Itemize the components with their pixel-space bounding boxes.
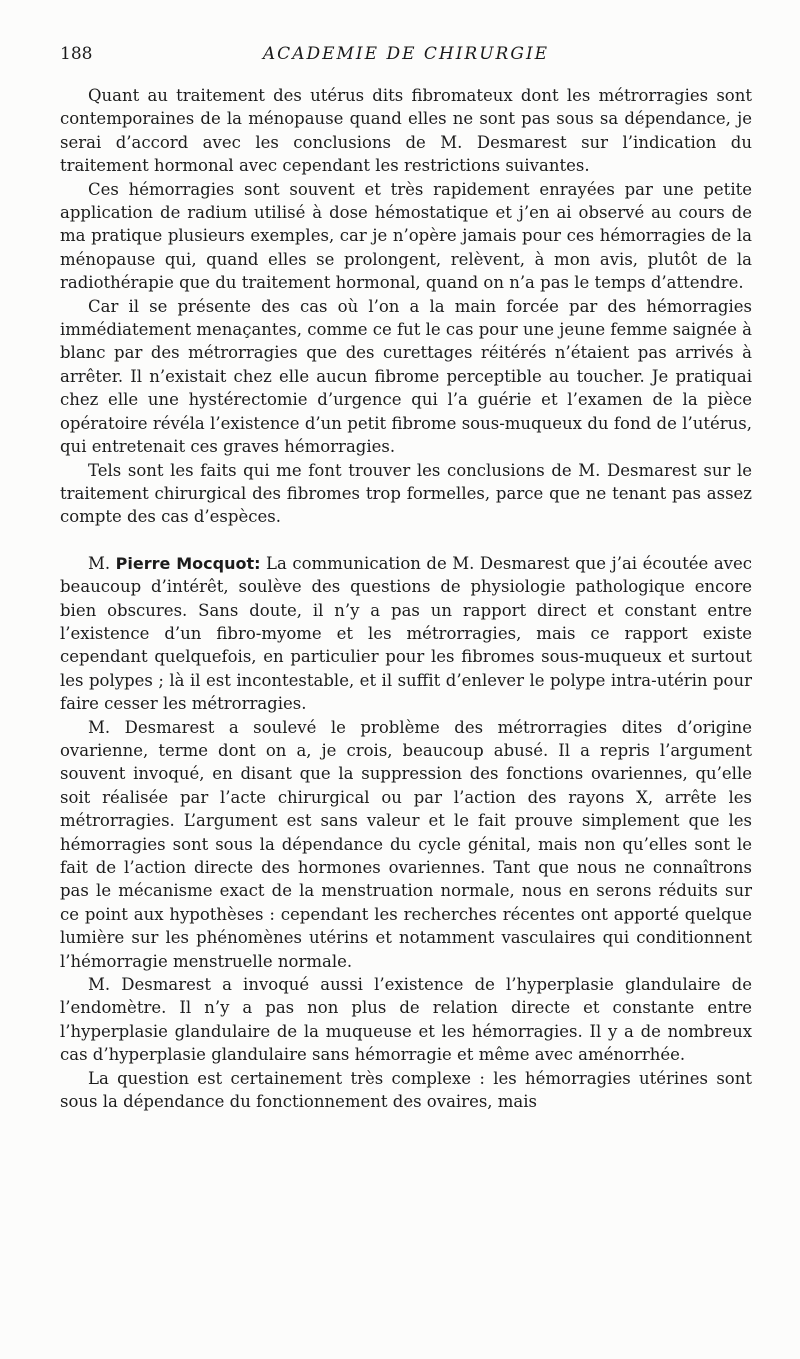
speaker-prefix: M. [88,553,116,573]
paragraph: La question est certainement très complexe : les hémorragies utérines sont sous la dépendance du fonctionnement des ovaires, mais [60,1068,752,1112]
intervention-paragraph [60,552,752,716]
page-number: 188 [60,44,93,64]
body-text [60,84,752,1113]
intervention-text: La communication de M. Desmarest que j’ai écoutée avec beaucoup d’intérêt, soulève des questions de physiologie pathologique encore bien obscures. Sans doute, il n’y a pas un rapport direct et constant entre l’existence d’un fibro-myome et les métrorragies, mais ce rapport existe cependant quelquefois, en particulier pour les fibromes sous-muqueux et surtout les polypes ; là il est incontestable, et il suffit d’enlever le polype intra-utérin pour faire cesser les métrorragies. [60,553,753,714]
page-header [60,44,752,68]
running-title: ACADEMIE DE CHIRURGIE [262,44,550,64]
paragraph: Car il se présente des cas où l’on a la main forcée par des hémorragies immédiatement menaçantes, comme ce fut le cas pour une jeune femme saignée à blanc par des métrorragies que des curettages réitérés n’étaient pas arrivés à arrêter. Il n’existait chez elle aucun fibrome perceptible au toucher. Je pratiquai chez elle une hystérectomie d’urgence qui l’a guérie et l’examen de la pièce opératoire révéla l’existence d’un petit fibrome sous-muqueux du fond de l’utérus, qui entretenait ces graves hémorragies. [60,296,752,457]
paragraph: M. Desmarest a invoqué aussi l’existence de l’hyperplasie glandulaire de l’endomètre. Il n’y a pas non plus de relation directe et constante entre l’hyperplasie glandulaire de la muqueuse et les hémorragies. Il y a de nombreux cas d’hyperplasie glandulaire sans hémorragie et même avec aménorrhée. [60,975,752,1065]
paragraph: Tels sont les faits qui me font trouver les conclusions de M. Desmarest sur le traitement chirurgical des fibromes trop formelles, parce que ne tenant pas assez compte des cas d’espèces. [60,460,752,527]
speaker-name: Pierre Mocquot: [115,553,261,573]
paragraph: Ces hémorragies sont souvent et très rapidement enrayées par une petite application de radium utilisé à dose hémostatique et j’en ai observé au cours de ma pratique plusieurs exemples, car je n’opère jamais pour ces hémorragies de la ménopause qui, quand elles se prolongent, relèvent, à mon avis, plutôt de la radiothérapie que du traitement hormonal, quand on n’a pas le temps d’attendre. [60,179,752,293]
paragraph: M. Desmarest a soulevé le problème des métrorragies dites d’origine ovarienne, terme dont on a, je crois, beaucoup abusé. Il a repris l’argument souvent invoqué, en disant que la suppression des fonctions ovariennes, qu’elle soit réalisée par l’acte chirurgical ou par l’action des rayons X, arrête les métrorragies. L’argument est sans valeur et le fait prouve simplement que les hémorragies sont sous la dépendance du cycle génital, mais non qu’elles sont le fait de l’action directe des hormones ovariennes. Tant que nous ne connaîtrons pas le mécanisme exact de la menstruation normale, nous en serons réduits sur ce point aux hypothèses : cependant les recherches récentes ont apporté quelque lumière sur les phénomènes utérins et notamment vasculaires qui conditionnent l’hémorragie menstruelle normale. [60,717,752,971]
paragraph: Quant au traitement des utérus dits fibromateux dont les métrorragies sont contemporaines de la ménopause quand elles ne sont pas sous sa dépendance, je serai d’accord avec les conclusions de M. Desmarest sur l’indication du traitement hormonal avec cependant les restrictions suivantes. [60,86,752,176]
